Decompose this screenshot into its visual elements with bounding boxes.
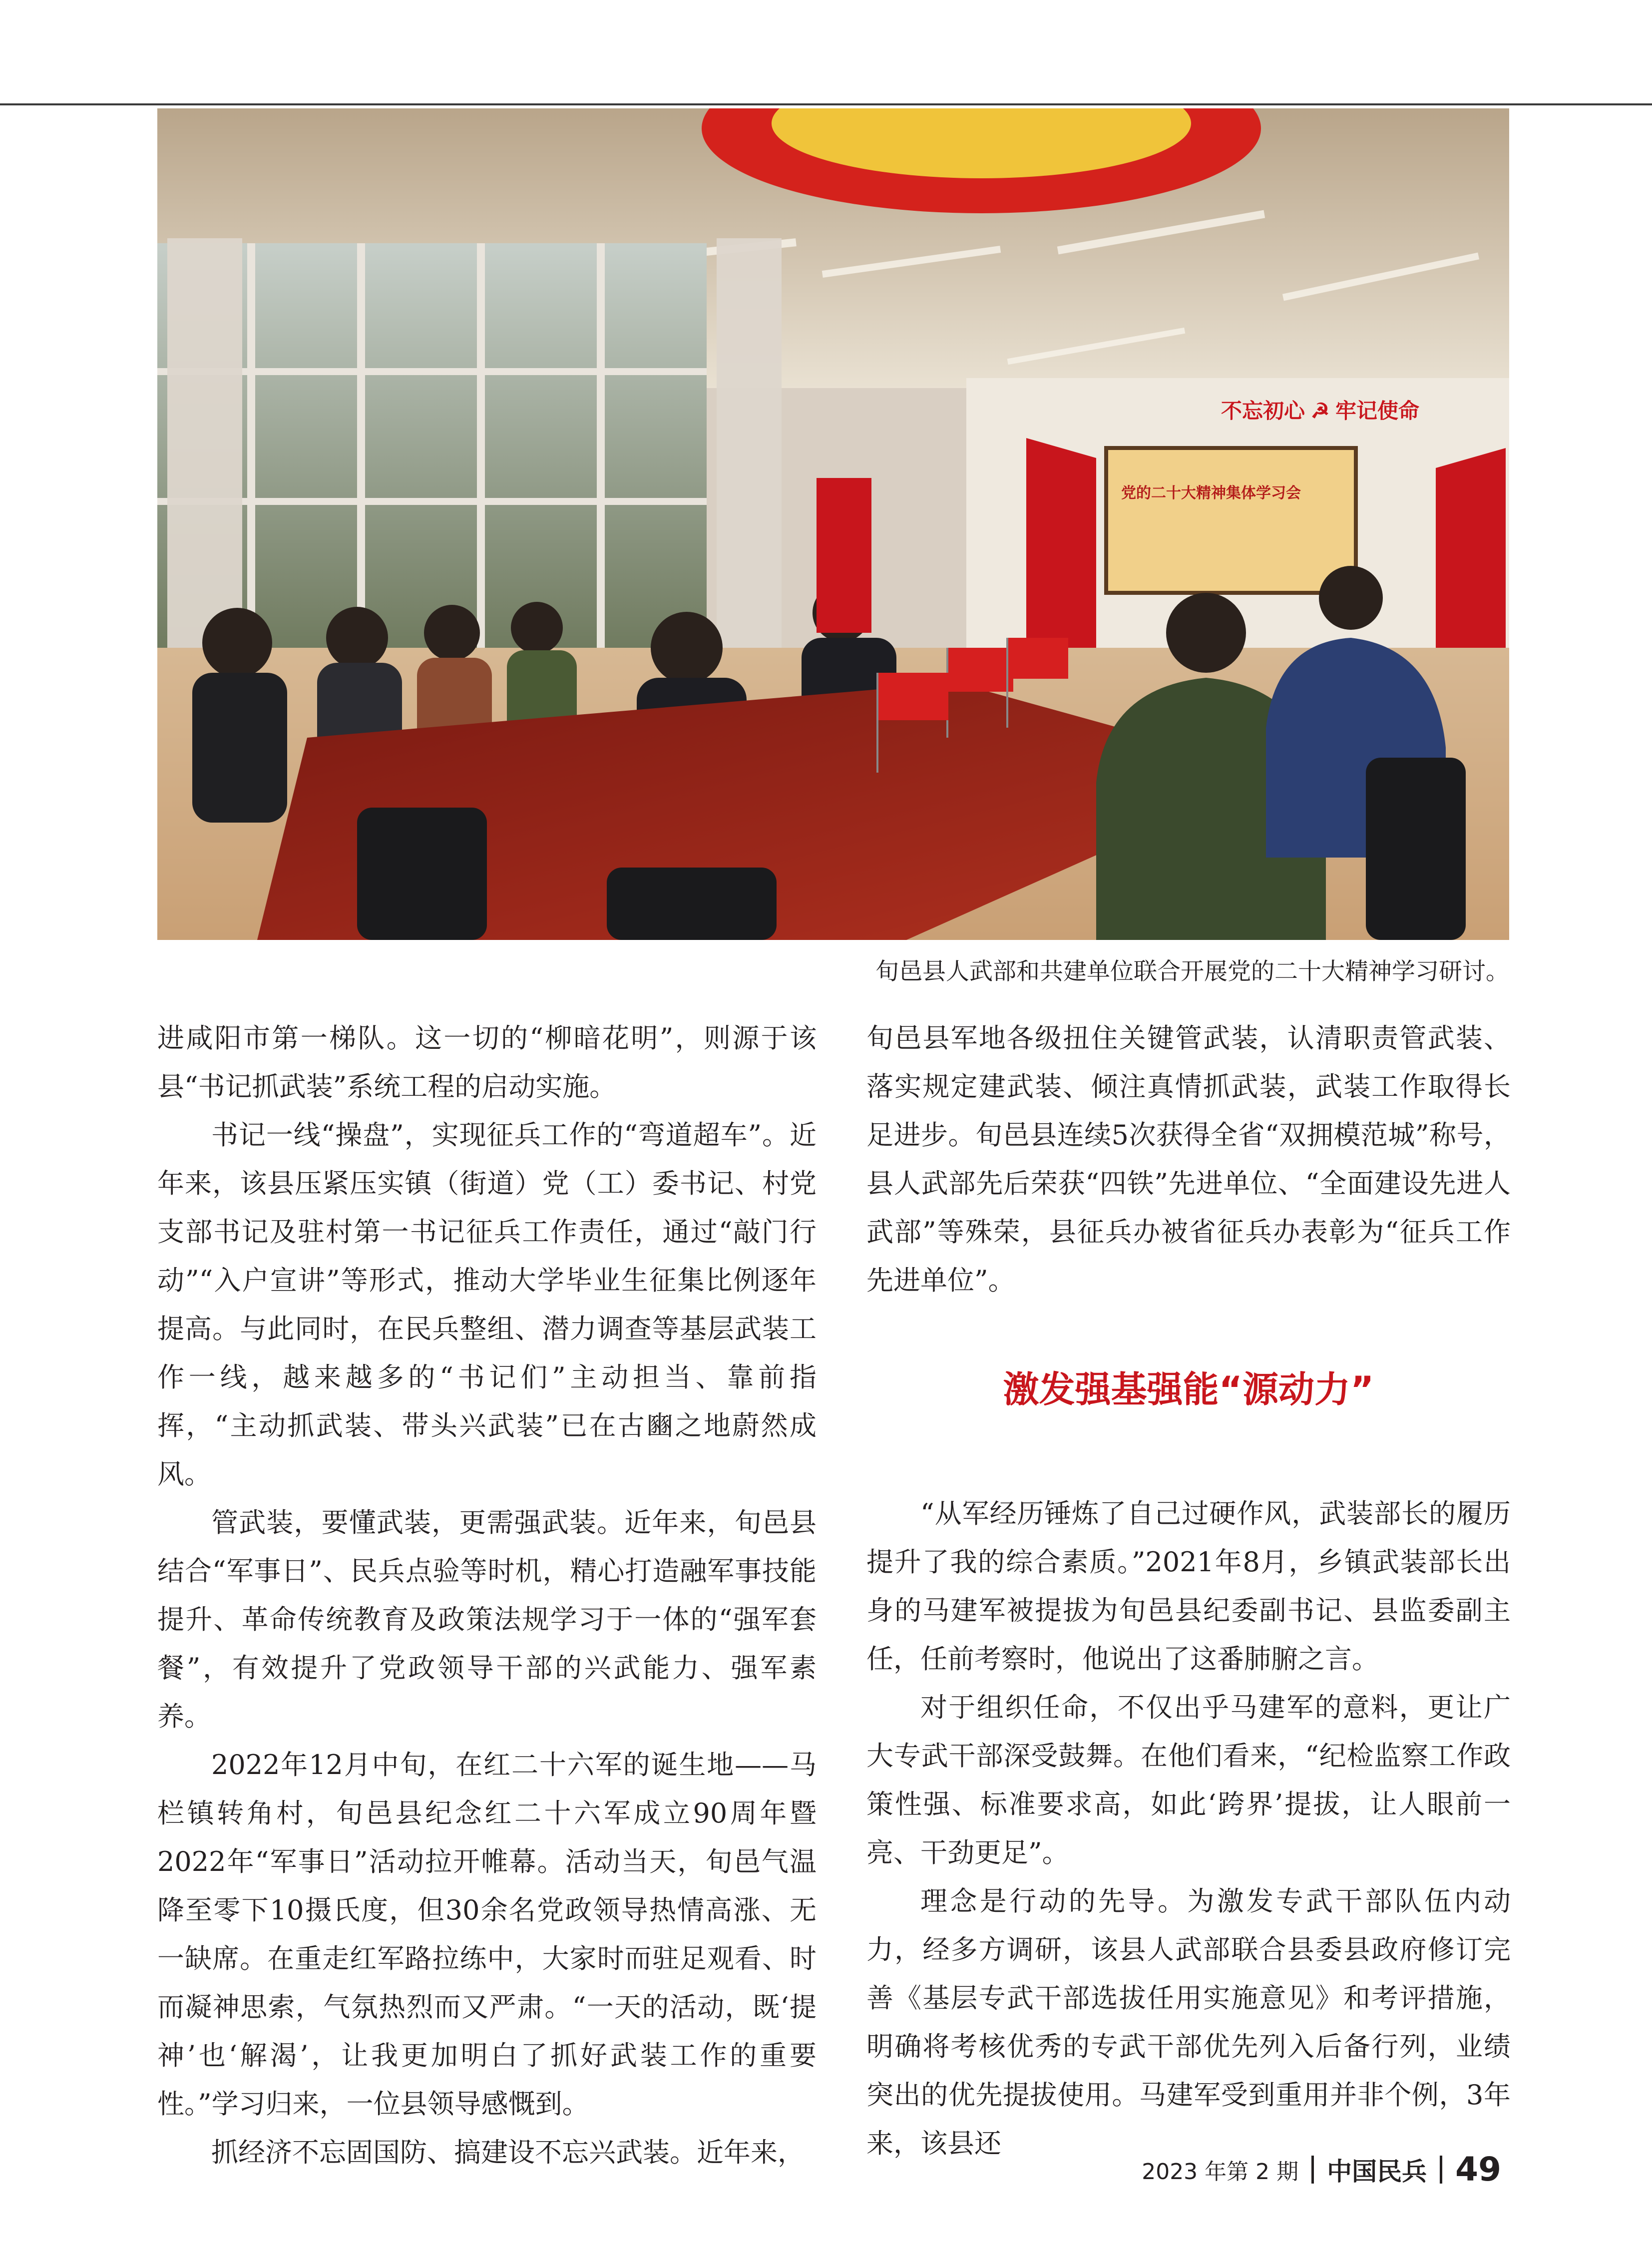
paragraph: 2022年12月中旬，在红二十六军的诞生地——马栏镇转角村，旬邑县纪念红二十六军成立90周年暨2022年“军事日”活动拉开帷幕。活动当天，旬邑气温降至零下10摄氏度，但30余名党政领导热情高涨、无一缺席。在重走红军路拉练中，大家时而驻足观看、时而凝神思索，气氛热烈而又严肃。“一天的活动，既‘提神’也‘解渴’，让我更加明白了抓好武装工作的重要性。”学习归来，一位县领导感慨到。: [157, 1749, 817, 2120]
issue-label: 2023 年第 2 期: [1142, 2159, 1299, 2185]
right-column: [866, 1014, 1511, 2168]
paragraph: 对于组织任命，不仅出乎马建军的意料，更让广大专武干部深受鼓舞。在他们看来，“纪检监察工作政策性强、标准要求高，如此‘跨界’提拔，让人眼前一亮、干劲更足”。: [866, 1692, 1511, 1868]
paragraph: 进咸阳市第一梯队。这一切的“柳暗花明”，则源于该县“书记抓武装”系统工程的启动实施。: [157, 1022, 817, 1102]
wall-slogan: 不忘初心 ☭ 牢记使命: [1221, 399, 1419, 423]
paragraph: 抓经济不忘固国防、搞建设不忘兴武装。近年来，: [211, 2137, 805, 2168]
footer-divider: [1440, 2156, 1442, 2184]
left-column: [157, 1014, 817, 2177]
page-footer: [1142, 2150, 1501, 2189]
paragraph: 管武装，要懂武装，更需强武装。近年来，旬邑县结合“军事日”、民兵点验等时机，精心打造融军事技能提升、革命传统教育及政策法规学习于一体的“强军套餐”，有效提升了党政领导干部的兴武能力、强军素养。: [157, 1507, 817, 1732]
paragraph: “从军经历锤炼了自己过硬作风，武装部长的履历提升了我的综合素质。”2021年8月，乡镇武装部长出身的马建军被提拔为旬邑县纪委副书记、县监委副主任，任前考察时，他说出了这番肺腑之言。: [866, 1498, 1511, 1675]
meeting-photo: [157, 108, 1509, 940]
page-number: 49: [1455, 2150, 1501, 2189]
header-rule: [0, 103, 1652, 105]
paragraph: 书记一线“操盘”，实现征兵工作的“弯道超车”。近年来，该县压紧压实镇（街道）党（工）委书记、村党支部书记及驻村第一书记征兵工作责任，通过“敲门行动”“入户宣讲”等形式，推动大学毕业生征集比例逐年提高。与此同时，在民兵整组、潜力调查等基层武装工作一线，越来越多的“书记们”主动担当、靠前指挥，“主动抓武装、带头兴武装”已在古豳之地蔚然成风。: [157, 1119, 817, 1490]
magazine-name: 中国民兵: [1327, 2157, 1427, 2186]
paragraph: 旬邑县军地各级扭住关键管武装，认清职责管武装、落实规定建武装、倾注真情抓武装，武装工作取得长足进步。旬邑县连续5次获得全省“双拥模范城”称号，县人武部先后荣获“四铁”先进单位、“全面建设先进人武部”等殊荣，县征兵办被省征兵办表彰为“征兵工作先进单位”。: [866, 1022, 1511, 1296]
paragraph: 理念是行动的先导。为激发专武干部队伍内动力，经多方调研，该县人武部联合县委县政府修订完善《基层专武干部选拔任用实施意见》和考评措施，明确将考核优秀的专武干部优先列入后备行列，业绩突出的优先提拔使用。马建军受到重用并非个例，3年来，该县还: [866, 1885, 1511, 2159]
photo-caption: 旬邑县人武部和共建单位联合开展党的二十大精神学习研讨。: [875, 958, 1509, 985]
screen-title: 党的二十大精神集体学习会: [1121, 485, 1301, 501]
footer-divider: [1311, 2156, 1314, 2184]
section-heading: 激发强基强能“源动力”: [1003, 1368, 1374, 1410]
